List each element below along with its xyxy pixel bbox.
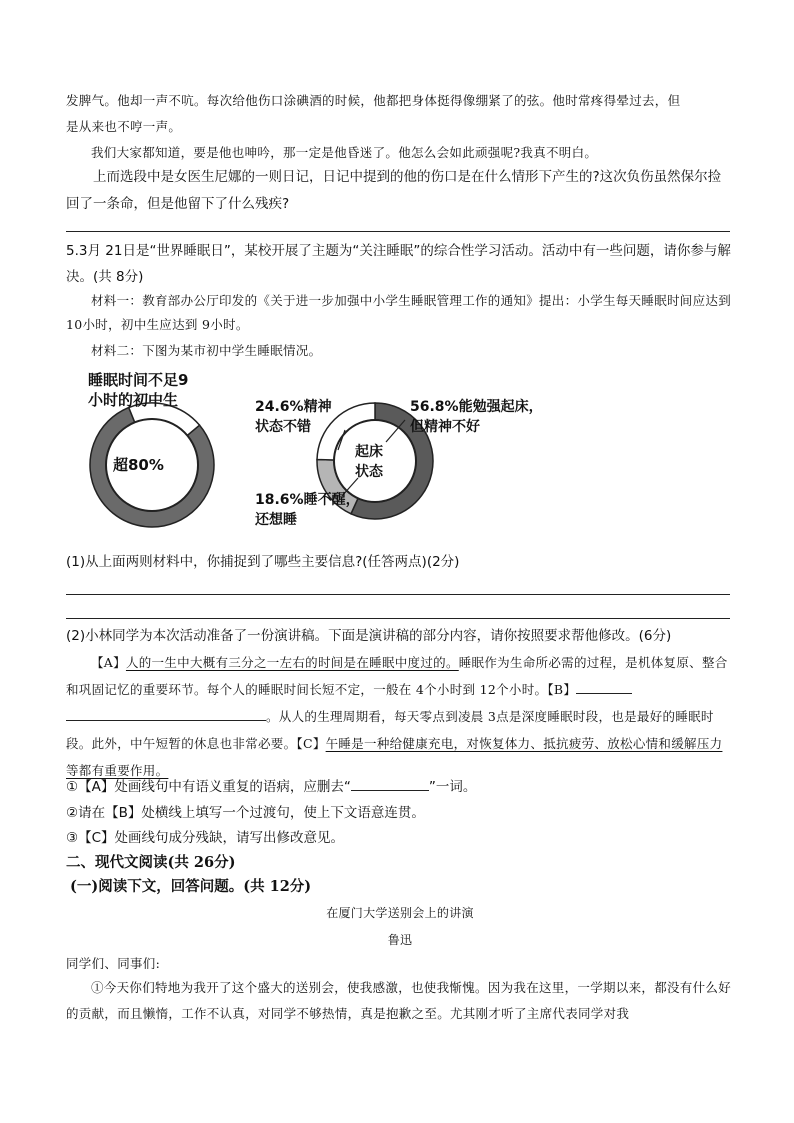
- item-1-post: ”一词。: [428, 779, 477, 795]
- tag-c: 【C】: [296, 736, 326, 751]
- material-2: 材料二：下图为某市初中学生睡眠情况。: [91, 343, 322, 358]
- slice-label-tired: 但精神不好: [410, 419, 480, 435]
- answer-line[interactable]: [66, 618, 730, 619]
- pie1-center-label: 超80%: [113, 456, 164, 474]
- item-1: [66, 774, 734, 800]
- sentence-a: 人的一生中大概有三分之一左右的时间是在睡眠中度过的。: [125, 655, 459, 670]
- slice-label-sleepy: 18.6%睡不醒，: [255, 492, 360, 508]
- speech-middle: 睡眠作为生命所必需的过程，是机体复原、整合和巩固记忆的重要环节。每个人的睡眠时间长短不定，一般在 4个小时到 12个小时。: [66, 655, 728, 697]
- answer-line[interactable]: [66, 594, 730, 595]
- passage-line: 发脾气。他却一声不吭。每次给他伤口涂碘酒的时候，他都把身体挺得像绷紧了的弦。他时常疼得晕过去，但: [66, 93, 681, 108]
- question-4-text: 上而选段中是女医生尼娜的一则日记，日记中提到的他的伤口是在什么情形下产生的?这次负伤虽然保尔捡回了一条命，但是他留下了什么残疾?: [66, 169, 722, 212]
- pie2-center-label: 起床: [355, 444, 383, 460]
- answer-line[interactable]: [66, 231, 730, 232]
- question-5-intro: 5.3月 21日是“世界睡眠日”，某校开展了主题为“关注睡眠”的综合性学习活动。活动中有一些问题，请你参与解决。(共 8分): [66, 243, 731, 285]
- speech-after-b: 。从人的生理周期看，每天零点到凌晨 3点是深度睡眠时段，也是最好的睡眠时段。此外，中午短暂的休息也非常必要。: [66, 709, 714, 751]
- pie2-center-label: 状态: [355, 464, 383, 480]
- subsection-heading: (一)阅读下文，回答问题。(共 12分): [70, 878, 312, 895]
- section-heading: 二、现代文阅读(共 26分): [66, 854, 236, 871]
- slice-label-tired: 56.8%能勉强起床，: [410, 399, 543, 415]
- slice-label-good: 状态不错: [255, 419, 311, 435]
- sub-question-2: (2)小林同学为本次活动准备了一份演讲稿。下面是演讲稿的部分内容，请你按照要求帮他修改。(6分): [66, 628, 672, 644]
- top-passage: [66, 88, 734, 166]
- article-paragraph: ①今天你们特地为我开了这个盛大的送别会，使我感激，也使我惭愧。因为我在这里，一学期以来，都没有什么好的贡献，而且懒惰，工作不认真，对同学不够热情，真是抱歉之至。尤其刚才听了主席代表同学对我: [66, 980, 732, 1021]
- article-author: 鲁迅: [387, 933, 413, 947]
- slice-label-sleepy: 还想睡: [255, 512, 297, 528]
- item-3: ③【C】处画线句成分残缺，请写出修改意见。: [66, 830, 345, 846]
- article-title: 在厦门大学送别会上的讲演: [326, 906, 474, 920]
- tag-b: 【B】: [547, 682, 577, 697]
- item-1-pre: ①【A】处画线句中有语义重复的语病，应删去“: [66, 779, 351, 795]
- item-2: ②请在【B】处横线上填写一个过渡句，使上下文语意连贯。: [66, 805, 425, 821]
- tag-a: 【A】: [91, 655, 126, 670]
- slice-label-good: 24.6%精神: [255, 399, 332, 415]
- sub-question-1: (1)从上面两则材料中，你捕捉到了哪些主要信息?(任答两点)(2分): [66, 554, 460, 570]
- material-1: 材料一：教育部办公厅印发的《关于进一步加强中小学生睡眠管理工作的通知》提出：小学生每天睡眠时间应达到 10小时，初中生应达到 9小时。: [66, 293, 732, 332]
- article-greeting: 同学们、同事们:: [66, 956, 161, 971]
- blank-b-2[interactable]: [66, 706, 266, 721]
- speech-draft: [66, 649, 734, 784]
- passage-line: 我们大家都知道，要是他也呻吟，那一定是他昏迷了。他怎么会如此顽强呢?我真不明白。: [91, 145, 598, 160]
- pie1-title-line: 睡眠时间不足9: [88, 371, 189, 389]
- item-1-blank[interactable]: [351, 776, 429, 791]
- pie1-title-line: 小时的初中生: [88, 391, 179, 409]
- blank-b-1[interactable]: [576, 679, 632, 694]
- sentence-c: 午睡是一种给健康充电，对恢复体力、抵抗疲劳、放松心情和缓解压力等都有重要作用。: [66, 736, 723, 778]
- passage-line: 是从来也不哼一声。: [66, 119, 182, 134]
